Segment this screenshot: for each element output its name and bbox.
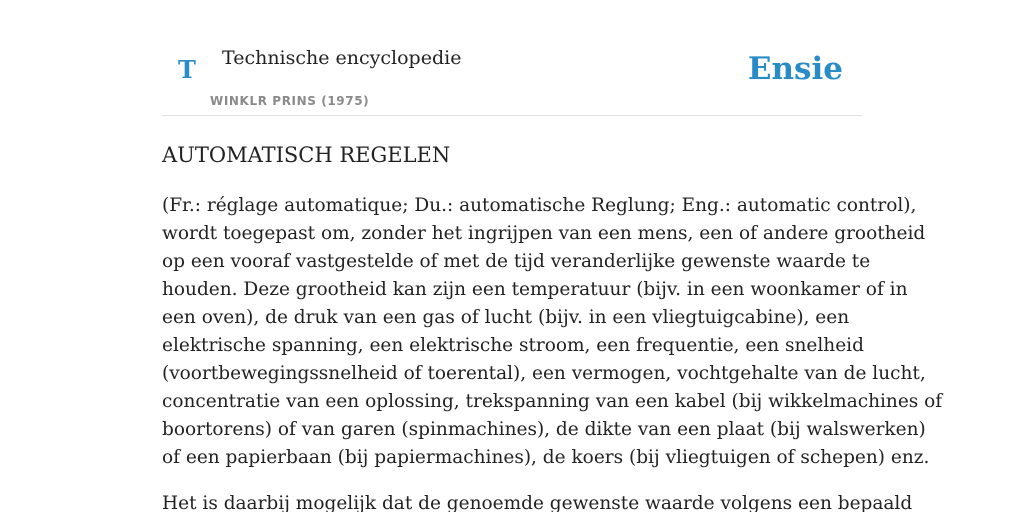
paragraph-line: elektrische spanning, een elektrische stroom, een frequentie, een snelheid xyxy=(162,335,864,356)
article-paragraph-2 xyxy=(162,490,913,512)
paragraph-line: (voortbewegingssnelheid of toerental), een vermogen, vochtgehalte van de lucht, xyxy=(162,363,926,384)
paragraph-line: houden. Deze grootheid kan zijn een temperatuur (bijv. in een woonkamer of in xyxy=(162,279,908,300)
paragraph-line: wordt toegepast om, zonder het ingrijpen van een mens, een of andere grootheid xyxy=(162,223,926,244)
article-title: AUTOMATISCH REGELEN xyxy=(162,143,451,167)
paragraph-line: Het is daarbij mogelijk dat de genoemde gewenste waarde volgens een bepaald xyxy=(162,493,913,512)
paragraph-line: concentratie van een oplossing, trekspanning van een kabel (bij wikkelmachines of xyxy=(162,391,943,412)
paragraph-line: een oven), de druk van een gas of lucht (bijv. in een vliegtuigcabine), een xyxy=(162,307,850,328)
book-source-label: WINKLR PRINS (1975) xyxy=(210,94,370,108)
book-header xyxy=(162,0,862,116)
paragraph-line: boortorens) of van garen (spinmachines), de dikte van een plaat (bij walswerken) xyxy=(162,419,926,440)
book-title-link[interactable]: Technische encyclopedie xyxy=(222,47,462,69)
paragraph-line: (Fr.: réglage automatique; Du.: automatische Reglung; Eng.: automatic control), xyxy=(162,195,917,216)
book-letter-icon[interactable]: T xyxy=(178,55,196,84)
paragraph-line: of een papierbaan (bij papiermachines), de koers (bij vliegtuigen of schepen) enz. xyxy=(162,447,930,468)
paragraph-line: op een vooraf vastgestelde of met de tijd veranderlijke gewenste waarde te xyxy=(162,251,871,272)
article xyxy=(162,138,943,512)
article-paragraph-1 xyxy=(162,192,943,472)
ensie-logo-link[interactable]: Ensie xyxy=(747,51,843,87)
